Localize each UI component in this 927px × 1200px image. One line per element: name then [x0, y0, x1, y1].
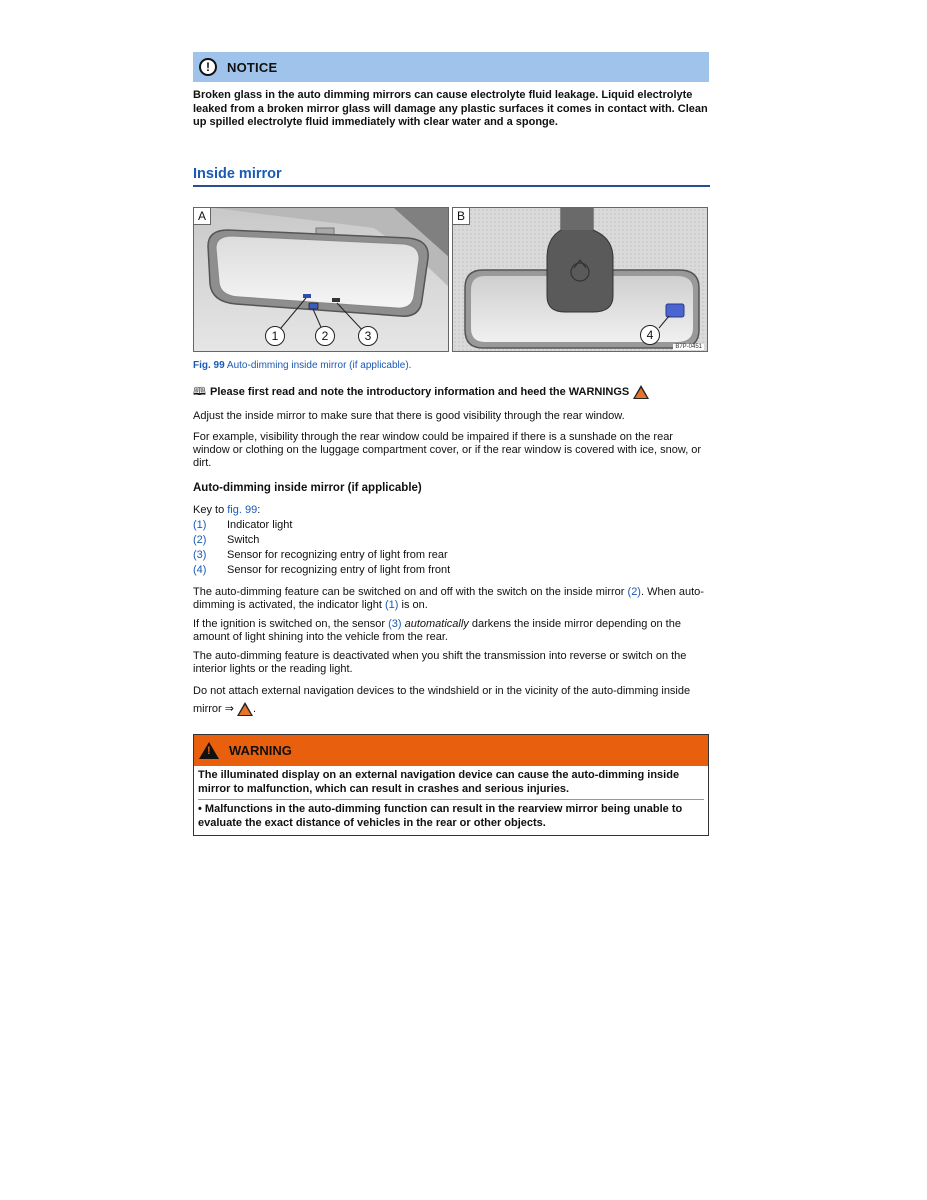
warning-triangle-icon: !	[199, 742, 219, 759]
warning-divider	[198, 799, 704, 800]
panel-b-label: B	[453, 208, 470, 225]
list-item-label: Switch	[227, 533, 260, 546]
text-run: The auto-dimming feature can be switched on and off with the switch on the inside mirror	[193, 586, 628, 599]
warning-triangle-icon[interactable]	[237, 702, 253, 716]
mirror-back-illustration	[453, 208, 708, 352]
ref-2-link[interactable]: (2)	[627, 586, 641, 599]
figure-panel-b	[452, 207, 708, 352]
paragraph-deactivate: The auto-dimming feature is deactivated when you shift the transmission into reverse or switch on the interior lights or the reading light.	[193, 650, 687, 676]
warning-box	[193, 734, 709, 836]
callout-4: 4	[640, 325, 660, 345]
list-item-label: Sensor for recognizing entry of light from front	[227, 564, 451, 577]
emphasis-text: automatically	[404, 618, 469, 631]
panel-a-label: A	[194, 208, 211, 225]
notice-title: NOTICE	[227, 59, 278, 75]
key-line	[193, 504, 709, 516]
ref-1-link[interactable]: (1)	[384, 599, 399, 612]
paragraph-sensor	[193, 618, 709, 644]
paragraph-navigation	[193, 682, 709, 718]
warning-triangle-icon[interactable]	[633, 385, 649, 399]
text-run: . When auto-dimming is activated, the indicator light	[193, 586, 704, 612]
figure-99	[193, 207, 709, 352]
callout-2: 2	[315, 326, 335, 346]
caption-number: Fig. 99	[193, 359, 225, 371]
read-note-text: Please first read and note the introductory information and heed the WARNINGS	[209, 386, 630, 398]
key-suffix: :	[257, 503, 261, 516]
list-item	[193, 533, 709, 548]
list-item-label: Sensor for recognizing entry of light from rear	[227, 548, 448, 561]
list-item-number[interactable]: (2)	[193, 533, 207, 546]
manual-page	[193, 52, 709, 836]
warning-text-1: The illuminated display on an external navigation device can cause the auto-dimming inside mirror to malfunction, which can result in crashes and serious injuries.	[198, 769, 680, 795]
notice-text: Broken glass in the auto dimming mirrors can cause electrolyte fluid leakage. Liquid electrolyte leaked from a broken mirror glass will damage any plastic surfaces it comes in contact with. Clean up spilled electrolyte fluid immediately with clear water and a sponge.	[193, 89, 708, 128]
text-run: darkens the inside mirror depending on the amount of light shining into the vehicle from the rear.	[193, 618, 681, 644]
list-item-number[interactable]: (4)	[193, 564, 207, 577]
key-list	[193, 518, 709, 579]
caption-text: Auto-dimming inside mirror (if applicable).	[226, 359, 412, 371]
paragraph-visibility: For example, visibility through the rear window could be impaired if there is a sunshade on the rear window or clothing on the luggage compartment cover, or if the rear window is covered with ice, snow, or dirt.	[193, 430, 702, 469]
fig-99-link[interactable]: fig. 99	[227, 503, 258, 516]
figure-caption	[193, 360, 709, 371]
callout-3: 3	[358, 326, 378, 346]
figure-code: B7P-0451	[675, 343, 702, 350]
figure-panel-a	[193, 207, 449, 352]
exclamation-circle-icon: !	[199, 58, 217, 76]
text-run: Do not attach external navigation devices to the windshield or in the vicinity of the auto-dimming inside mirror ⇒	[193, 685, 691, 716]
list-item	[193, 518, 709, 533]
list-item	[193, 563, 709, 578]
read-note	[193, 383, 709, 402]
callout-1: 1	[265, 326, 285, 346]
text-run: If the ignition is switched on, the sensor	[193, 618, 389, 631]
subheading: Auto-dimming inside mirror (if applicable)	[193, 481, 422, 494]
list-item-number[interactable]: (3)	[193, 548, 207, 561]
list-item-number[interactable]: (1)	[193, 518, 207, 531]
warning-body	[194, 766, 708, 835]
notice-header	[193, 52, 709, 82]
list-item-label: Indicator light	[227, 518, 293, 531]
list-item	[193, 548, 709, 563]
warning-header	[194, 735, 708, 766]
key-prefix: Key to	[193, 503, 228, 516]
notice-box	[193, 52, 709, 130]
ref-3-link[interactable]: (3)	[388, 618, 402, 631]
paragraph-adjust: Adjust the inside mirror to make sure that there is good visibility through the rear window.	[193, 409, 625, 422]
text-run: .	[253, 703, 257, 716]
paragraph-switch	[193, 586, 709, 612]
warning-text-2: • Malfunctions in the auto-dimming function can result in the rearview mirror being unable to evaluate the exact distance of vehicles in the rear or other objects.	[198, 803, 683, 829]
section-title: Inside mirror	[193, 166, 710, 187]
text-run: is on.	[398, 599, 428, 612]
book-icon: 🕮	[193, 385, 206, 398]
warning-title: WARNING	[229, 743, 292, 759]
